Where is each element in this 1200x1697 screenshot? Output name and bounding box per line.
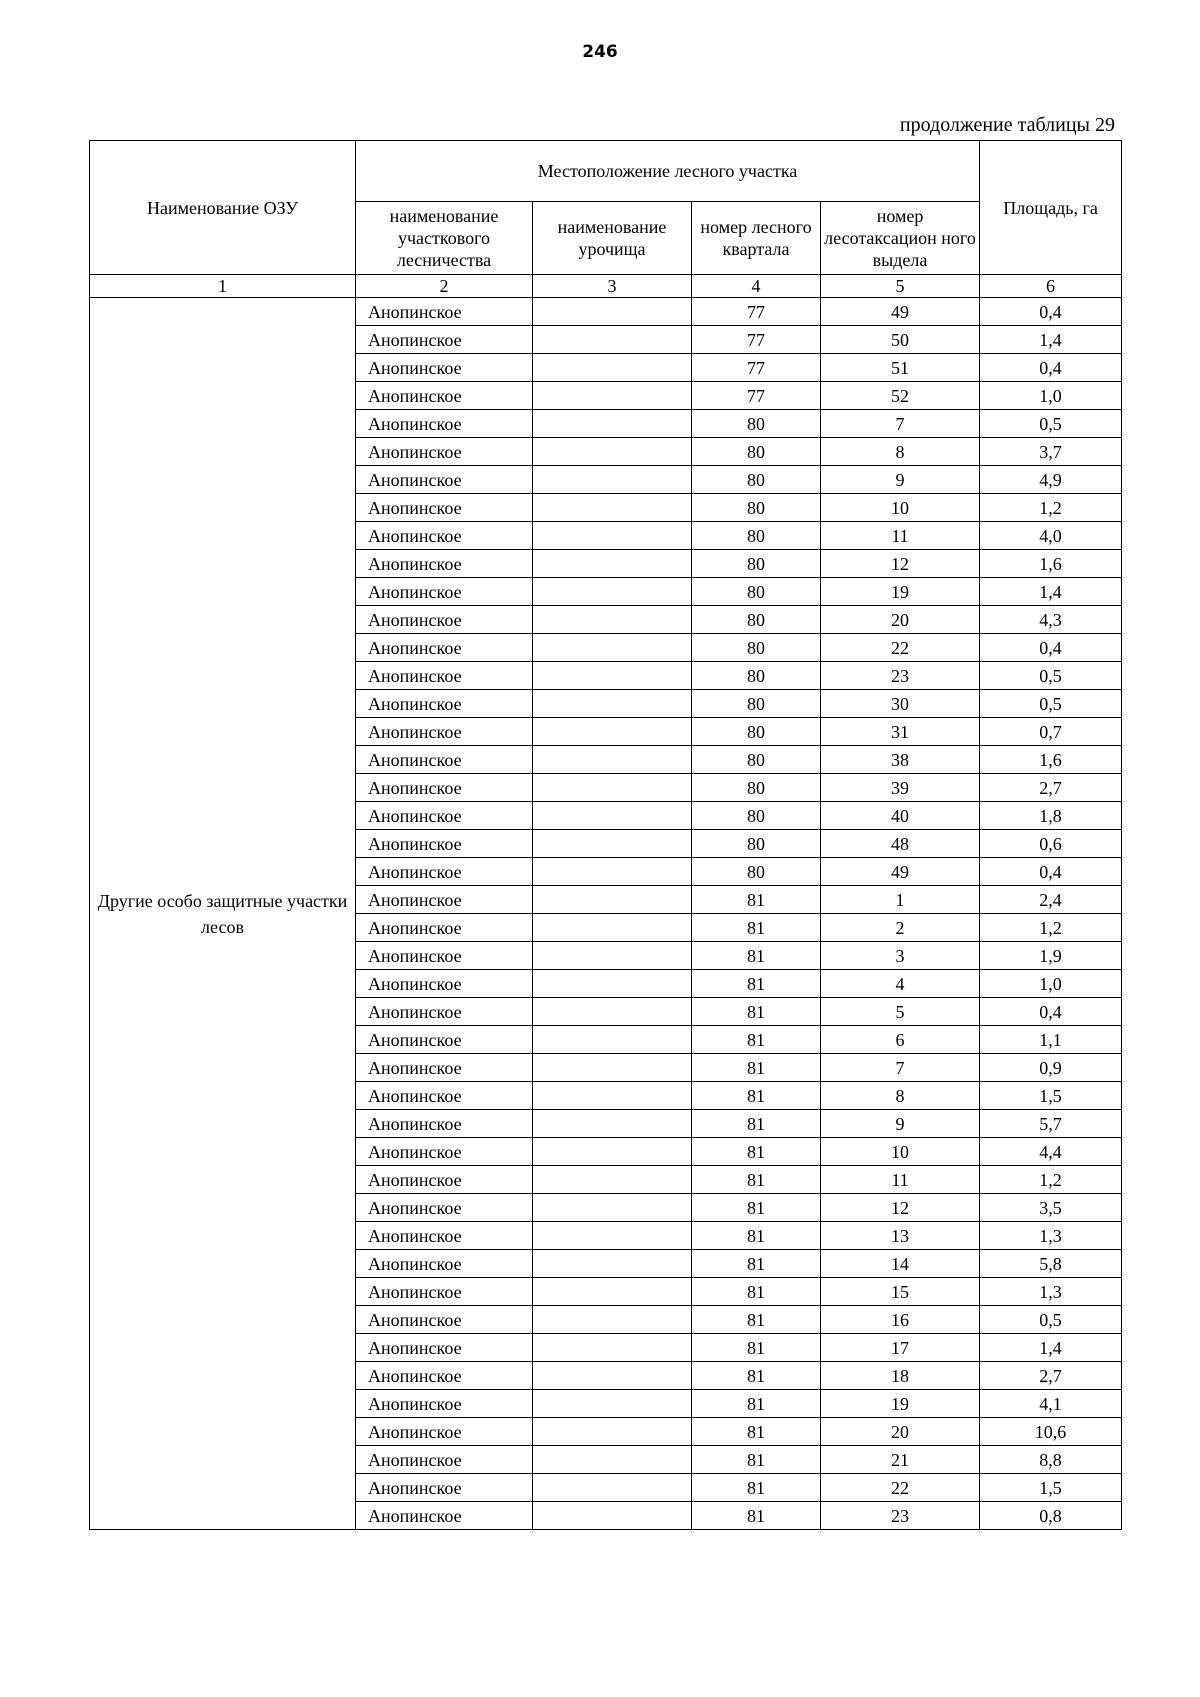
allotment-cell: 20 [821,606,980,634]
allotment-cell: 19 [821,578,980,606]
allotment-cell: 48 [821,830,980,858]
quarter-cell: 81 [692,914,821,942]
allotment-cell: 6 [821,1026,980,1054]
quarter-cell: 81 [692,1278,821,1306]
area-cell: 0,7 [980,718,1122,746]
allotment-cell: 3 [821,942,980,970]
area-cell: 1,0 [980,970,1122,998]
allotment-cell: 14 [821,1250,980,1278]
tract-cell [533,774,692,802]
forestry-cell: Анопинское [356,326,533,354]
quarter-cell: 81 [692,1082,821,1110]
forestry-cell: Анопинское [356,662,533,690]
area-cell: 1,2 [980,494,1122,522]
area-cell: 1,6 [980,550,1122,578]
tract-cell [533,1502,692,1530]
tract-cell [533,1026,692,1054]
allotment-cell: 50 [821,326,980,354]
area-cell: 4,3 [980,606,1122,634]
allotment-cell: 7 [821,1054,980,1082]
forestry-cell: Анопинское [356,578,533,606]
allotment-cell: 4 [821,970,980,998]
allotment-cell: 52 [821,382,980,410]
tract-cell [533,1278,692,1306]
tract-cell [533,1166,692,1194]
allotment-cell: 21 [821,1446,980,1474]
header-area: Площадь, га [980,141,1122,275]
forestry-cell: Анопинское [356,382,533,410]
quarter-cell: 80 [692,690,821,718]
forestry-cell: Анопинское [356,298,533,326]
forestry-cell: Анопинское [356,1390,533,1418]
area-cell: 0,5 [980,662,1122,690]
quarter-cell: 81 [692,1194,821,1222]
forestry-cell: Анопинское [356,746,533,774]
forestry-cell: Анопинское [356,606,533,634]
allotment-cell: 1 [821,886,980,914]
allotment-cell: 49 [821,298,980,326]
column-number: 5 [821,275,980,298]
area-cell: 4,0 [980,522,1122,550]
forestry-cell: Анопинское [356,690,533,718]
forestry-cell: Анопинское [356,1418,533,1446]
allotment-cell: 9 [821,466,980,494]
forestry-cell: Анопинское [356,1306,533,1334]
quarter-cell: 81 [692,1390,821,1418]
tract-cell [533,466,692,494]
tract-cell [533,802,692,830]
header-tract: наименование урочища [533,202,692,275]
tract-cell [533,438,692,466]
tract-cell [533,914,692,942]
quarter-cell: 77 [692,382,821,410]
forestry-cell: Анопинское [356,942,533,970]
quarter-cell: 81 [692,998,821,1026]
allotment-cell: 31 [821,718,980,746]
tract-cell [533,1362,692,1390]
tract-cell [533,998,692,1026]
ozu-table [89,140,1122,1530]
forestry-cell: Анопинское [356,1166,533,1194]
quarter-cell: 81 [692,1502,821,1530]
quarter-cell: 81 [692,886,821,914]
allotment-cell: 18 [821,1362,980,1390]
tract-cell [533,886,692,914]
forestry-cell: Анопинское [356,550,533,578]
quarter-cell: 81 [692,1306,821,1334]
tract-cell [533,1110,692,1138]
quarter-cell: 81 [692,1362,821,1390]
tract-cell [533,1082,692,1110]
allotment-cell: 11 [821,522,980,550]
quarter-cell: 80 [692,522,821,550]
tract-cell [533,382,692,410]
tract-cell [533,1054,692,1082]
header-forestry: наименование участкового лесничества [356,202,533,275]
tract-cell [533,326,692,354]
area-cell: 1,8 [980,802,1122,830]
quarter-cell: 80 [692,634,821,662]
quarter-cell: 80 [692,578,821,606]
forestry-cell: Анопинское [356,886,533,914]
quarter-cell: 80 [692,802,821,830]
area-cell: 0,8 [980,1502,1122,1530]
table-row [90,298,1122,326]
quarter-cell: 80 [692,774,821,802]
quarter-cell: 80 [692,494,821,522]
tract-cell [533,1418,692,1446]
quarter-cell: 81 [692,1334,821,1362]
tract-cell [533,606,692,634]
tract-cell [533,634,692,662]
area-cell: 0,9 [980,1054,1122,1082]
allotment-cell: 10 [821,494,980,522]
tract-cell [533,1446,692,1474]
area-cell: 0,5 [980,410,1122,438]
area-cell: 1,3 [980,1278,1122,1306]
forestry-cell: Анопинское [356,998,533,1026]
allotment-cell: 5 [821,998,980,1026]
area-cell: 0,4 [980,298,1122,326]
tract-cell [533,522,692,550]
allotment-cell: 9 [821,1110,980,1138]
ozu-name-cell: Другие особо защитные участки лесов [90,298,356,1530]
tract-cell [533,970,692,998]
forestry-cell: Анопинское [356,1502,533,1530]
tract-cell [533,354,692,382]
forestry-cell: Анопинское [356,354,533,382]
allotment-cell: 20 [821,1418,980,1446]
quarter-cell: 77 [692,354,821,382]
column-number: 6 [980,275,1122,298]
quarter-cell: 81 [692,1166,821,1194]
allotment-cell: 22 [821,634,980,662]
area-cell: 4,9 [980,466,1122,494]
quarter-cell: 80 [692,718,821,746]
quarter-cell: 80 [692,662,821,690]
tract-cell [533,1194,692,1222]
column-number: 1 [90,275,356,298]
forestry-cell: Анопинское [356,802,533,830]
forestry-cell: Анопинское [356,522,533,550]
area-cell: 1,0 [980,382,1122,410]
header-location-group: Местоположение лесного участка [356,141,980,202]
tract-cell [533,1306,692,1334]
area-cell: 1,9 [980,942,1122,970]
allotment-cell: 12 [821,1194,980,1222]
area-cell: 1,4 [980,578,1122,606]
allotment-cell: 23 [821,1502,980,1530]
forestry-cell: Анопинское [356,410,533,438]
allotment-cell: 10 [821,1138,980,1166]
quarter-cell: 81 [692,1110,821,1138]
area-cell: 1,4 [980,326,1122,354]
forestry-cell: Анопинское [356,466,533,494]
allotment-cell: 8 [821,438,980,466]
forestry-cell: Анопинское [356,438,533,466]
allotment-cell: 17 [821,1334,980,1362]
quarter-cell: 81 [692,1474,821,1502]
tract-cell [533,494,692,522]
tract-cell [533,1390,692,1418]
tract-cell [533,1138,692,1166]
tract-cell [533,1474,692,1502]
quarter-cell: 81 [692,970,821,998]
allotment-cell: 13 [821,1222,980,1250]
quarter-cell: 81 [692,942,821,970]
area-cell: 0,5 [980,1306,1122,1334]
tract-cell [533,662,692,690]
area-cell: 1,2 [980,914,1122,942]
allotment-cell: 11 [821,1166,980,1194]
tract-cell [533,550,692,578]
forestry-cell: Анопинское [356,830,533,858]
header-allotment: номер лесотаксацион ного выдела [821,202,980,275]
area-cell: 3,7 [980,438,1122,466]
table-body [90,298,1122,1530]
area-cell: 1,4 [980,1334,1122,1362]
quarter-cell: 81 [692,1418,821,1446]
allotment-cell: 7 [821,410,980,438]
quarter-cell: 81 [692,1250,821,1278]
area-cell: 1,3 [980,1222,1122,1250]
allotment-cell: 38 [821,746,980,774]
area-cell: 0,4 [980,998,1122,1026]
tract-cell [533,830,692,858]
forestry-cell: Анопинское [356,1362,533,1390]
quarter-cell: 81 [692,1446,821,1474]
tract-cell [533,1334,692,1362]
tract-cell [533,1222,692,1250]
forestry-cell: Анопинское [356,1110,533,1138]
allotment-cell: 49 [821,858,980,886]
allotment-cell: 51 [821,354,980,382]
area-cell: 1,6 [980,746,1122,774]
tract-cell [533,410,692,438]
area-cell: 3,5 [980,1194,1122,1222]
quarter-cell: 80 [692,410,821,438]
allotment-cell: 23 [821,662,980,690]
area-cell: 0,6 [980,830,1122,858]
tract-cell [533,1250,692,1278]
allotment-cell: 22 [821,1474,980,1502]
tract-cell [533,690,692,718]
area-cell: 8,8 [980,1446,1122,1474]
column-number: 3 [533,275,692,298]
forestry-cell: Анопинское [356,970,533,998]
forestry-cell: Анопинское [356,1054,533,1082]
area-cell: 0,4 [980,634,1122,662]
tract-cell [533,718,692,746]
quarter-cell: 81 [692,1138,821,1166]
area-cell: 0,4 [980,858,1122,886]
tract-cell [533,298,692,326]
forestry-cell: Анопинское [356,1250,533,1278]
area-cell: 1,5 [980,1474,1122,1502]
area-cell: 5,7 [980,1110,1122,1138]
allotment-cell: 30 [821,690,980,718]
area-cell: 10,6 [980,1418,1122,1446]
area-cell: 0,4 [980,354,1122,382]
quarter-cell: 81 [692,1026,821,1054]
area-cell: 2,7 [980,774,1122,802]
allotment-cell: 40 [821,802,980,830]
allotment-cell: 8 [821,1082,980,1110]
quarter-cell: 80 [692,466,821,494]
area-cell: 1,2 [980,1166,1122,1194]
quarter-cell: 81 [692,1222,821,1250]
header-ozu-name: Наименование ОЗУ [90,141,356,275]
quarter-cell: 80 [692,438,821,466]
quarter-cell: 80 [692,550,821,578]
area-cell: 1,1 [980,1026,1122,1054]
forestry-cell: Анопинское [356,914,533,942]
quarter-cell: 81 [692,1054,821,1082]
forestry-cell: Анопинское [356,1334,533,1362]
column-number: 2 [356,275,533,298]
forestry-cell: Анопинское [356,718,533,746]
table-continuation-label: продолжение таблицы 29 [899,114,1115,136]
forestry-cell: Анопинское [356,1222,533,1250]
quarter-cell: 77 [692,326,821,354]
forestry-cell: Анопинское [356,1138,533,1166]
tract-cell [533,858,692,886]
forestry-cell: Анопинское [356,494,533,522]
forestry-cell: Анопинское [356,1278,533,1306]
area-cell: 2,7 [980,1362,1122,1390]
quarter-cell: 77 [692,298,821,326]
forestry-cell: Анопинское [356,774,533,802]
allotment-cell: 19 [821,1390,980,1418]
area-cell: 4,4 [980,1138,1122,1166]
quarter-cell: 80 [692,606,821,634]
forestry-cell: Анопинское [356,1446,533,1474]
area-cell: 2,4 [980,886,1122,914]
allotment-cell: 2 [821,914,980,942]
tract-cell [533,746,692,774]
forestry-cell: Анопинское [356,1194,533,1222]
area-cell: 5,8 [980,1250,1122,1278]
forestry-cell: Анопинское [356,1082,533,1110]
area-cell: 0,5 [980,690,1122,718]
area-cell: 4,1 [980,1390,1122,1418]
tract-cell [533,578,692,606]
forestry-cell: Анопинское [356,858,533,886]
allotment-cell: 16 [821,1306,980,1334]
tract-cell [533,942,692,970]
column-number: 4 [692,275,821,298]
quarter-cell: 80 [692,858,821,886]
forestry-cell: Анопинское [356,1474,533,1502]
quarter-cell: 80 [692,746,821,774]
page-number: 246 [582,42,618,62]
header-quarter: номер лесного квартала [692,202,821,275]
allotment-cell: 39 [821,774,980,802]
allotment-cell: 15 [821,1278,980,1306]
quarter-cell: 80 [692,830,821,858]
allotment-cell: 12 [821,550,980,578]
area-cell: 1,5 [980,1082,1122,1110]
forestry-cell: Анопинское [356,1026,533,1054]
forestry-cell: Анопинское [356,634,533,662]
